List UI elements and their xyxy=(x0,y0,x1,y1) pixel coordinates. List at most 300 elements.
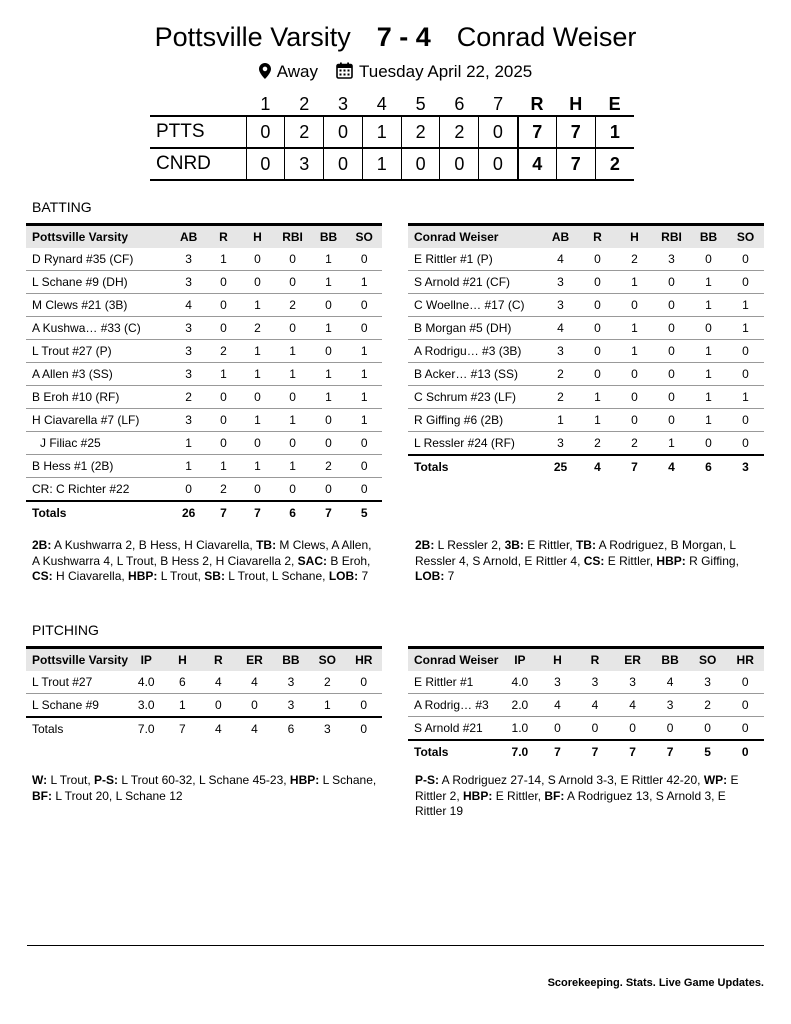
stat-cell: 0 xyxy=(726,671,764,694)
stat-cell: 1 xyxy=(616,317,653,340)
inning-score: 0 xyxy=(479,116,518,148)
note-label: 2B: xyxy=(415,538,435,552)
stat-cell: 1 xyxy=(240,340,274,363)
note-label: 3B: xyxy=(504,538,524,552)
stat-cell: 4 xyxy=(200,671,236,694)
game-info xyxy=(0,62,791,84)
inning-score: 0 xyxy=(324,148,363,180)
player-row xyxy=(26,409,382,432)
stat-cell: 0 xyxy=(653,409,690,432)
stat-cell: 3 xyxy=(273,671,309,694)
stat-cell: 0 xyxy=(346,717,382,740)
stat-cell: 1 xyxy=(274,340,310,363)
stat-cell: 1 xyxy=(164,694,200,717)
column-header: H xyxy=(164,648,200,671)
stat-cell: 2 xyxy=(311,455,347,478)
column-header: AB xyxy=(542,225,579,248)
note-label: HBP: xyxy=(463,788,493,803)
player-name: H Ciavarella #7 (LF) xyxy=(26,409,171,432)
note-label: HBP: xyxy=(656,553,686,568)
stat-cell: 0 xyxy=(236,694,272,717)
stat-cell: 0 xyxy=(346,294,382,317)
stat-cell: 4 xyxy=(171,294,207,317)
note-label: BF: xyxy=(32,788,52,803)
stat-cell: 3 xyxy=(309,717,345,740)
player-row xyxy=(26,694,382,717)
stat-cell: 1 xyxy=(616,340,653,363)
stat-cell: 1 xyxy=(311,363,347,386)
inning-header: 2 xyxy=(299,94,310,114)
stat-cell: 1 xyxy=(690,294,727,317)
note-text: R Giffing, xyxy=(685,553,743,568)
inning-score: 1 xyxy=(362,148,401,180)
stat-cell: 0 xyxy=(726,694,764,717)
note-label: TB: xyxy=(256,538,277,552)
inning-score: 0 xyxy=(479,148,518,180)
stat-cell: 7 xyxy=(576,740,614,763)
stat-cell: 1 xyxy=(309,694,345,717)
stat-cell: 0 xyxy=(616,386,653,409)
player-row xyxy=(26,432,382,455)
stat-cell: 6 xyxy=(690,455,727,478)
player-row xyxy=(408,363,764,386)
stat-cell: 0 xyxy=(206,386,240,409)
stat-cell: 2 xyxy=(309,671,345,694)
note-text: 7 xyxy=(444,569,455,583)
errors-header: E xyxy=(608,94,621,114)
column-header: R xyxy=(200,648,236,671)
player-name: A Allen #3 (SS) xyxy=(26,363,171,386)
note-text: L Ressler 2, xyxy=(434,538,505,552)
note-label: CS: xyxy=(32,569,53,583)
stat-cell: 0 xyxy=(206,271,240,294)
column-header: R xyxy=(206,225,240,248)
player-row xyxy=(408,340,764,363)
game-header xyxy=(0,22,791,84)
totals-label: Totals xyxy=(408,740,501,763)
note-text: 7 xyxy=(358,569,369,583)
line-score-team: PTTS xyxy=(150,116,246,148)
stat-cell: 7.0 xyxy=(501,740,539,763)
stat-cell: 4 xyxy=(651,671,689,694)
stat-cell: 4 xyxy=(200,717,236,740)
stat-cell: 2 xyxy=(689,694,727,717)
stat-cell: 1 xyxy=(616,271,653,294)
player-name: B Eroh #10 (RF) xyxy=(26,386,171,409)
stat-cell: 0 xyxy=(579,294,616,317)
stat-cell: 2 xyxy=(542,363,579,386)
stat-cell: 0 xyxy=(311,409,347,432)
batting-notes-away xyxy=(32,538,377,585)
stat-cell: 3 xyxy=(171,409,207,432)
stat-cell: 1 xyxy=(240,294,274,317)
runs-total: 7 xyxy=(518,116,557,148)
stat-cell: 3 xyxy=(727,455,764,478)
inning-score: 0 xyxy=(246,116,285,148)
player-row xyxy=(26,455,382,478)
stat-cell: 1 xyxy=(274,363,310,386)
note-text: E Rittler 2, xyxy=(415,773,742,803)
stat-cell: 1 xyxy=(240,363,274,386)
player-row xyxy=(408,432,764,455)
column-header: HR xyxy=(726,648,764,671)
stat-cell: 1 xyxy=(579,409,616,432)
game-title xyxy=(0,22,791,53)
stat-cell: 0 xyxy=(726,740,764,763)
line-score-team: CNRD xyxy=(150,148,246,180)
note-text: L Schane, xyxy=(319,773,380,787)
inning-score: 0 xyxy=(440,148,479,180)
stat-cell: 0 xyxy=(651,717,689,740)
stat-cell: 4 xyxy=(542,248,579,271)
inning-header: 5 xyxy=(415,94,426,114)
note-label: W: xyxy=(32,773,48,787)
stat-cell: 1 xyxy=(346,340,382,363)
stat-cell: 3 xyxy=(653,248,690,271)
note-text: L Trout, L Schane, xyxy=(224,569,329,583)
stat-cell: 0 xyxy=(726,717,764,740)
inning-score: 2 xyxy=(401,116,440,148)
stat-cell: 1 xyxy=(690,363,727,386)
stat-cell: 3 xyxy=(689,671,727,694)
stat-cell: 4 xyxy=(614,694,652,717)
inning-header: 4 xyxy=(376,94,387,114)
note-text: L Trout 20, L Schane 12 xyxy=(52,788,183,803)
stat-cell: 3 xyxy=(273,694,309,717)
stat-cell: 0 xyxy=(689,717,727,740)
stat-cell: 1 xyxy=(274,409,310,432)
column-header: BB xyxy=(311,225,347,248)
stat-cell: 3 xyxy=(576,671,614,694)
stat-cell: 1 xyxy=(171,455,207,478)
note-text: M Clews, A Allen, A Kushwarra 4, L Trout, B Hess 2, H Ciavarella 2, xyxy=(32,538,375,568)
inning-header: 1 xyxy=(260,94,271,114)
column-header: HR xyxy=(346,648,382,671)
player-name: C Woellne… #17 (C) xyxy=(408,294,542,317)
line-score-row-home xyxy=(150,148,634,180)
stat-cell: 0 xyxy=(206,317,240,340)
note-text: L Trout 60-32, L Schane 45-23, xyxy=(118,773,290,787)
footer-tagline: Scorekeeping. Stats. Live Game Updates. xyxy=(547,977,764,989)
player-row xyxy=(408,294,764,317)
column-header: SO xyxy=(689,648,727,671)
stat-cell: 0 xyxy=(653,294,690,317)
stat-cell: 0 xyxy=(616,409,653,432)
stat-cell: 2 xyxy=(206,340,240,363)
player-row xyxy=(26,317,382,340)
stat-cell: 0 xyxy=(727,432,764,455)
column-header: BB xyxy=(273,648,309,671)
player-name: B Acker… #13 (SS) xyxy=(408,363,542,386)
column-header: RBI xyxy=(653,225,690,248)
stat-cell: 1 xyxy=(690,386,727,409)
player-name: L Trout #27 (P) xyxy=(26,340,171,363)
inning-score: 3 xyxy=(285,148,324,180)
stat-cell: 0 xyxy=(727,409,764,432)
stat-cell: 2 xyxy=(542,386,579,409)
stat-cell: 2 xyxy=(240,317,274,340)
player-name: L Schane #9 xyxy=(26,694,128,717)
batting-section-label: BATTING xyxy=(32,199,92,215)
stat-cell: 7 xyxy=(240,501,274,524)
pitching-section-label: PITCHING xyxy=(32,622,99,638)
team-header: Pottsville Varsity xyxy=(26,225,171,248)
stat-cell: 0 xyxy=(346,432,382,455)
totals-row xyxy=(408,455,764,478)
stat-cell: 1 xyxy=(206,455,240,478)
stat-cell: 1 xyxy=(690,409,727,432)
table-header-row xyxy=(408,225,764,248)
stat-cell: 5 xyxy=(346,501,382,524)
errors-total: 2 xyxy=(595,148,634,180)
away-team-name: Pottsville Varsity xyxy=(154,22,351,52)
stat-cell: 0 xyxy=(727,248,764,271)
stat-cell: 0 xyxy=(579,317,616,340)
totals-row xyxy=(26,501,382,524)
stat-cell: 0 xyxy=(653,386,690,409)
home-team-name: Conrad Weiser xyxy=(456,22,637,52)
player-row xyxy=(26,386,382,409)
stat-cell: 0 xyxy=(653,317,690,340)
table-header-row xyxy=(408,648,764,671)
stat-cell: 0 xyxy=(690,317,727,340)
stat-cell: 4.0 xyxy=(501,671,539,694)
hits-header: H xyxy=(569,94,583,114)
stat-cell: 3 xyxy=(614,671,652,694)
stat-cell: 2 xyxy=(274,294,310,317)
stat-cell: 3 xyxy=(171,248,207,271)
runs-total: 4 xyxy=(518,148,557,180)
stat-cell: 1 xyxy=(171,432,207,455)
stat-cell: 0 xyxy=(346,671,382,694)
inning-score: 0 xyxy=(324,116,363,148)
calendar-icon xyxy=(336,62,353,84)
pitching-table-home xyxy=(408,646,764,763)
note-text: L Trout, xyxy=(47,773,95,787)
stat-cell: 7 xyxy=(651,740,689,763)
player-name: CR: C Richter #22 xyxy=(26,478,171,501)
player-row xyxy=(26,248,382,271)
totals-label: Totals xyxy=(26,717,128,740)
note-label: BF: xyxy=(544,788,565,803)
stat-cell: 0 xyxy=(690,432,727,455)
stat-cell: 0 xyxy=(240,478,274,501)
stat-cell: 0 xyxy=(311,432,347,455)
team-header: Conrad Weiser xyxy=(408,648,501,671)
stat-cell: 0 xyxy=(206,294,240,317)
stat-cell: 7 xyxy=(616,455,653,478)
errors-total: 1 xyxy=(595,116,634,148)
stat-cell: 1 xyxy=(274,455,310,478)
note-text: E Rittler, xyxy=(604,553,657,568)
hits-total: 7 xyxy=(556,148,595,180)
stat-cell: 0 xyxy=(274,478,310,501)
stat-cell: 0 xyxy=(240,386,274,409)
player-row xyxy=(408,386,764,409)
column-header: H xyxy=(616,225,653,248)
stat-cell: 0 xyxy=(346,248,382,271)
note-text: L Trout, xyxy=(157,569,205,583)
stat-cell: 0 xyxy=(274,432,310,455)
column-header: ER xyxy=(236,648,272,671)
batting-notes-home xyxy=(415,538,760,585)
stat-cell: 25 xyxy=(542,455,579,478)
stat-cell: 0 xyxy=(274,248,310,271)
note-label: TB: xyxy=(575,538,596,552)
stat-cell: 0 xyxy=(576,717,614,740)
column-header: SO xyxy=(727,225,764,248)
stat-cell: 0 xyxy=(614,717,652,740)
stat-cell: 1 xyxy=(690,340,727,363)
stat-cell: 1 xyxy=(727,317,764,340)
player-name: R Giffing #6 (2B) xyxy=(408,409,542,432)
column-header: AB xyxy=(171,225,207,248)
stat-cell: 1 xyxy=(206,363,240,386)
note-text: A Rodriguez 27-14, S Arnold 3-3, E Rittler 42-20, xyxy=(439,773,704,787)
stat-cell: 4 xyxy=(236,717,272,740)
hits-total: 7 xyxy=(556,116,595,148)
player-row xyxy=(26,271,382,294)
batting-table-away xyxy=(26,223,382,524)
stat-cell: 1 xyxy=(542,409,579,432)
stat-cell: 0 xyxy=(311,478,347,501)
batting-table-home xyxy=(408,223,764,478)
stat-cell: 1 xyxy=(727,294,764,317)
totals-row xyxy=(26,717,382,740)
team-header: Conrad Weiser xyxy=(408,225,542,248)
stat-cell: 7 xyxy=(164,717,200,740)
inning-score: 0 xyxy=(246,148,285,180)
stat-cell: 1 xyxy=(311,317,347,340)
stat-cell: 3 xyxy=(539,671,577,694)
player-name: E Rittler #1 xyxy=(408,671,501,694)
stat-cell: 0 xyxy=(171,478,207,501)
stat-cell: 0 xyxy=(579,248,616,271)
stat-cell: 7 xyxy=(539,740,577,763)
stat-cell: 1 xyxy=(311,386,347,409)
note-label: CS: xyxy=(583,553,605,568)
column-header: RBI xyxy=(274,225,310,248)
stat-cell: 2 xyxy=(206,478,240,501)
column-header: R xyxy=(579,225,616,248)
stat-cell: 0 xyxy=(346,694,382,717)
stat-cell: 0 xyxy=(311,294,347,317)
stat-cell: 4.0 xyxy=(128,671,164,694)
note-label: LOB: xyxy=(415,569,445,583)
note-label: SAC: xyxy=(297,553,328,568)
pitching-table-away xyxy=(26,646,382,740)
column-header: SO xyxy=(309,648,345,671)
inning-header: 3 xyxy=(337,94,348,114)
note-text: B Eroh, xyxy=(327,553,374,568)
stat-cell: 0 xyxy=(653,271,690,294)
stat-cell: 0 xyxy=(539,717,577,740)
stat-cell: 7 xyxy=(311,501,347,524)
player-name: L Trout #27 xyxy=(26,671,128,694)
stat-cell: 7 xyxy=(614,740,652,763)
inning-score: 2 xyxy=(285,116,324,148)
stat-cell: 1 xyxy=(240,455,274,478)
stat-cell: 0 xyxy=(240,432,274,455)
player-row xyxy=(26,294,382,317)
stat-cell: 0 xyxy=(311,340,347,363)
stat-cell: 3 xyxy=(542,294,579,317)
stat-cell: 26 xyxy=(171,501,207,524)
stat-cell: 1 xyxy=(206,248,240,271)
stat-cell: 1 xyxy=(690,271,727,294)
stat-cell: 2 xyxy=(579,432,616,455)
footer-divider xyxy=(27,945,764,946)
stat-cell: 0 xyxy=(274,317,310,340)
player-row xyxy=(26,478,382,501)
stat-cell: 4 xyxy=(542,317,579,340)
stat-cell: 0 xyxy=(346,455,382,478)
stat-cell: 1 xyxy=(579,386,616,409)
inning-header: 7 xyxy=(493,94,504,114)
column-header: H xyxy=(240,225,274,248)
stat-cell: 0 xyxy=(616,363,653,386)
stat-cell: 1 xyxy=(240,409,274,432)
player-row xyxy=(408,409,764,432)
stat-cell: 0 xyxy=(206,409,240,432)
player-name: A Rodrigu… #3 (3B) xyxy=(408,340,542,363)
stat-cell: 0 xyxy=(690,248,727,271)
note-text: A Rodriguez, B Morgan, L Ressler 4, S Arnold, E Rittler 4, xyxy=(415,538,739,568)
stat-cell: 4 xyxy=(576,694,614,717)
player-name: L Schane #9 (DH) xyxy=(26,271,171,294)
inning-score: 1 xyxy=(362,116,401,148)
stat-cell: 1 xyxy=(311,248,347,271)
column-header: IP xyxy=(128,648,164,671)
stat-cell: 4 xyxy=(579,455,616,478)
stat-cell: 2 xyxy=(616,432,653,455)
stat-cell: 0 xyxy=(653,363,690,386)
player-row xyxy=(408,671,764,694)
player-name: S Arnold #21 (CF) xyxy=(408,271,542,294)
stat-cell: 3 xyxy=(171,271,207,294)
stat-cell: 4 xyxy=(236,671,272,694)
note-label: HBP: xyxy=(128,569,158,583)
note-text: A Rodriguez 13, S Arnold 3, E Rittler 19 xyxy=(415,788,730,818)
line-score-table xyxy=(150,94,634,181)
column-header: BB xyxy=(690,225,727,248)
note-label: 2B: xyxy=(32,538,52,552)
stat-cell: 0 xyxy=(206,432,240,455)
table-header-row xyxy=(26,225,382,248)
stat-cell: 1 xyxy=(346,386,382,409)
player-row xyxy=(26,671,382,694)
player-row xyxy=(408,271,764,294)
line-score-header xyxy=(150,94,634,116)
totals-label: Totals xyxy=(408,455,542,478)
player-name: L Ressler #24 (RF) xyxy=(408,432,542,455)
stat-cell: 0 xyxy=(579,340,616,363)
player-row xyxy=(408,694,764,717)
stat-cell: 4 xyxy=(539,694,577,717)
stat-cell: 3 xyxy=(542,340,579,363)
player-name: M Clews #21 (3B) xyxy=(26,294,171,317)
inning-header: 6 xyxy=(454,94,465,114)
stat-cell: 4 xyxy=(653,455,690,478)
stat-cell: 6 xyxy=(164,671,200,694)
note-label: SB: xyxy=(204,569,225,583)
table-header-row xyxy=(26,648,382,671)
stat-cell: 0 xyxy=(579,271,616,294)
stat-cell: 0 xyxy=(346,317,382,340)
column-header: SO xyxy=(346,225,382,248)
stat-cell: 0 xyxy=(274,386,310,409)
column-header: H xyxy=(539,648,577,671)
